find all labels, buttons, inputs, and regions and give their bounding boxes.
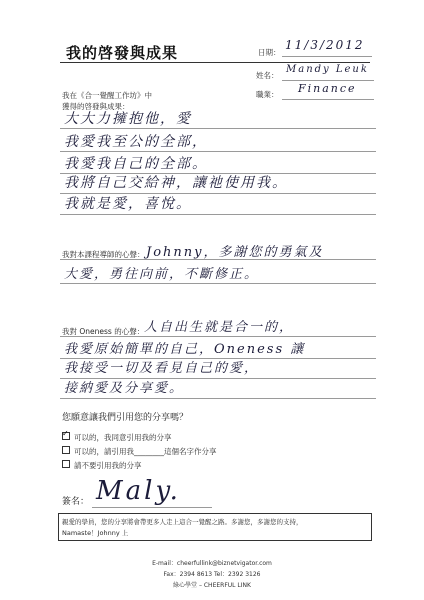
check-mark-icon: ✓: [62, 429, 69, 438]
occupation-value: Finance: [298, 82, 357, 95]
section3-label: 我對 Oneness 的心聲：: [62, 327, 145, 336]
section1-line: 我愛我自己的全部。: [64, 156, 208, 172]
footer-phone: Fax：2394 8613 Tel：2392 3126: [163, 571, 261, 578]
section1-line: 我將自己交給神，讓祂使用我。: [64, 175, 288, 191]
date-value: 11/3/2012: [285, 38, 365, 52]
ruled-line: [60, 398, 376, 399]
ruled-line: [60, 283, 376, 284]
consent-question: 您願意讓我們引用您的分享嗎？: [62, 413, 189, 423]
section1-line: 我愛我至公的全部，: [64, 134, 208, 150]
footer-email: E-mail：cheerfullink@biznetvigator.com: [152, 560, 272, 567]
page-title: 我的啓發與成果: [66, 44, 179, 62]
signature-label: 簽名：: [62, 497, 90, 507]
closing-note-box: [58, 513, 372, 541]
consent-option-checkbox[interactable]: [62, 429, 70, 440]
occupation-label: 職業：: [256, 90, 279, 99]
footer-org: 綠心學堂 – CHEERFUL LINK: [173, 582, 251, 589]
consent-option-label: 可以的，請引用我________這個名字作分享: [74, 447, 217, 456]
name-value: Mandy Leuk: [286, 64, 369, 75]
ruled-line: [60, 214, 376, 215]
date-label: 日期：: [258, 48, 281, 57]
ruled-line: [60, 128, 376, 129]
consent-option-checkbox[interactable]: [62, 460, 70, 468]
section1-line: 我就是愛，喜悅。: [64, 196, 192, 212]
section1-label: 獲得的啓發與成果：: [62, 102, 130, 111]
name-label: 姓名：: [256, 71, 279, 80]
header-underline: [60, 62, 370, 63]
section2-label: 我對本課程導師的心聲：: [62, 250, 145, 259]
closing-note-line: Namaste！Johnny 上: [62, 529, 129, 537]
section1-line: 大大力擁抱他，愛: [64, 111, 192, 127]
date-underline: [282, 56, 372, 57]
section2-line: 大愛，勇往向前，不斷修正。: [64, 267, 260, 282]
name-underline: [282, 80, 374, 81]
consent-option-label: 可以的，我同意引用我的分享: [74, 433, 172, 442]
consent-option-label: 請不要引用我的分享: [74, 461, 142, 470]
section1-intro: 我在《合一覺醒工作坊》中: [62, 91, 152, 100]
closing-note-line: 親愛的學員，您的分享將會帶更多人走上這合一覺醒之路。多謝您，多謝您的支持，: [62, 518, 303, 526]
consent-option-checkbox[interactable]: [62, 446, 70, 454]
occupation-underline: [282, 99, 374, 100]
section3-line: 接納愛及分享愛。: [64, 381, 185, 396]
ruled-line: [60, 259, 376, 260]
section3-line: 我接受一切及看見自己的愛，: [64, 361, 260, 376]
ruled-line: [60, 151, 376, 152]
signature-underline: [92, 507, 212, 508]
section3-line: 我愛原始簡單的自己，Oneness 讓: [64, 342, 306, 357]
signature-value: Maly.: [96, 476, 181, 506]
section2-line: Johnny，多謝您的勇氣及: [146, 245, 324, 260]
ruled-line: [60, 336, 376, 337]
section3-line: 人自出生就是合一的，: [144, 320, 295, 335]
